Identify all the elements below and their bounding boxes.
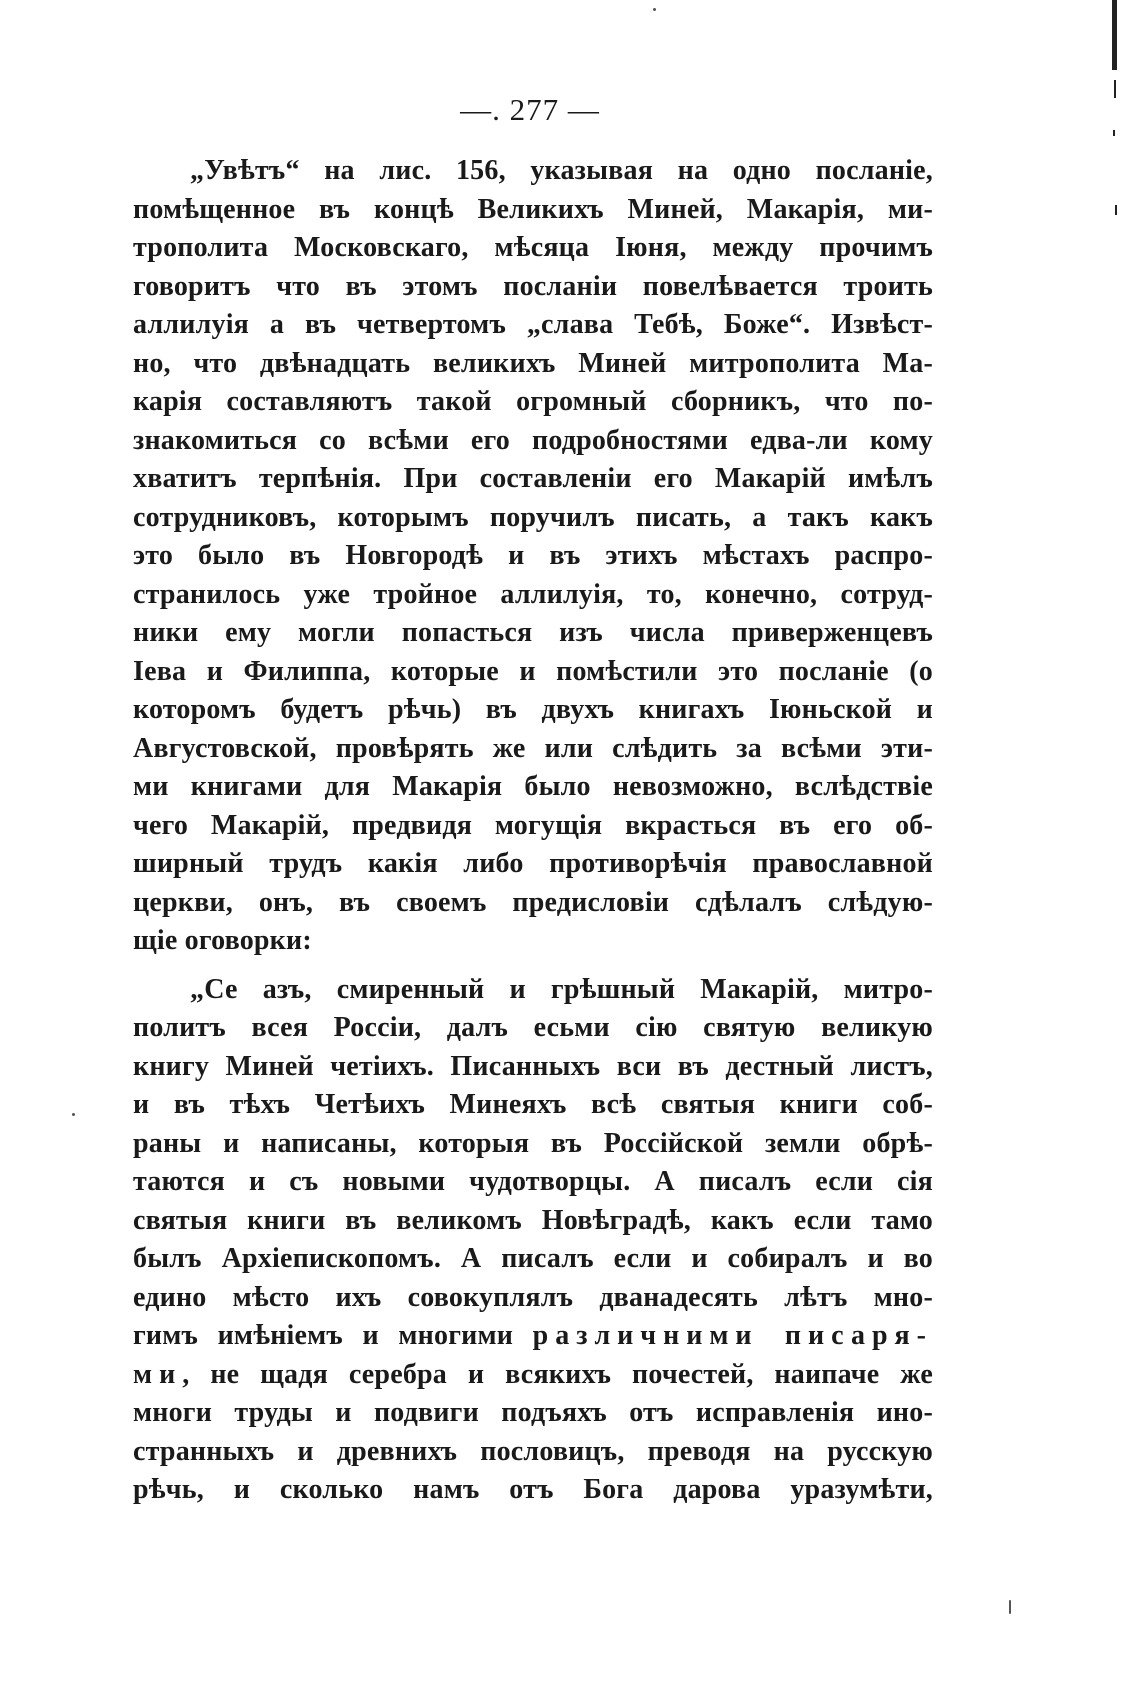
text-line: помѣщенное въ концѣ Великихъ Миней, Макарія, ми- [133,193,933,225]
text-line: и въ тѣхъ Четѣихъ Минеяхъ всѣ святыя книги соб- [133,1089,933,1120]
scan-edge-mark [1115,205,1117,215]
text-run: , не щадя серебра и всякихъ почестей, наипаче же [182,1358,933,1390]
text-line: щіе оговорки: [133,925,312,956]
scan-speck [72,1113,75,1116]
page-number: —. 277 — [460,92,600,127]
text-line: аллилуія а въ четвертомъ „слава Тебѣ, Боже“. Извѣст- [133,309,933,340]
text-line-spaced [133,1317,933,1356]
scan-speck [1009,1600,1011,1614]
text-line: „Се азъ, смиренный и грѣшный Макарій, митро- [190,973,933,1005]
text-line: хватитъ терпѣнія. При составленіи его Макарій имѣлъ [133,463,933,494]
text-run: гимъ имѣніемъ и многими [133,1320,533,1351]
text-line: странныхъ и древнихъ пословицъ, преводя на русскую [133,1435,933,1467]
text-line: говоритъ что въ этомъ посланіи повелѣвается троить [133,270,933,302]
paragraph-1 [133,152,933,961]
text-line: Августовской, провѣрять же или слѣдить за всѣми эти- [133,732,933,764]
text-line: книгу Миней четіихъ. Писанныхъ вси въ дестный листъ, [133,1050,933,1082]
text-line-spaced [133,1356,933,1395]
text-line: это было въ Новгородѣ и въ этихъ мѣстахъ распро- [133,540,933,571]
text-line: которомъ будетъ рѣчь) въ двухъ книгахъ Іюньской и [133,694,933,725]
scan-edge-marks [1108,0,1122,1686]
text-line: „Увѣтъ“ на лис. 156, указывая на одно посланіе, [190,155,933,186]
paragraph-2 [133,971,933,1510]
scan-speck [653,8,656,11]
text-line: церкви, онъ, въ своемъ предисловіи сдѣлалъ слѣдую- [133,886,933,918]
text-line: Іева и Филиппа, которые и помѣстили это посланіе (о [133,655,933,687]
text-line: едино мѣсто ихъ совокуплялъ дванадесять лѣтъ мно- [133,1281,933,1313]
text-line: раны и написаны, которыя въ Россійской земли обрѣ- [133,1127,933,1159]
scan-edge-mark [1113,130,1115,136]
text-line: но, что двѣнадцать великихъ Миней митрополита Ма- [133,347,933,379]
text-line: знакомиться со всѣми его подробностями едва-ли кому [133,424,933,456]
text-line: странилось уже тройное аллилуія, то, конечно, сотруд- [133,578,933,610]
scan-edge-mark [1114,80,1116,98]
spaced-text-run: различними писаря- [532,1320,933,1351]
text-line: ширный трудъ какія либо противорѣчія православной [133,848,933,879]
spaced-text-run: ми [133,1358,183,1390]
text-line: рѣчь, и сколько намъ отъ Бога дарова уразумѣти, [133,1474,933,1505]
scan-edge-mark [1112,0,1117,70]
text-line: сотрудниковъ, которымъ поручилъ писать, а такъ какъ [133,501,933,533]
text-line: ники ему могли попасться изъ числа приверженцевъ [133,617,933,648]
text-line: многи труды и подвиги подъяхъ отъ исправленія ино- [133,1397,933,1428]
text-line: таются и съ новыми чудотворцы. А писалъ если сія [133,1166,933,1197]
text-line: ми книгами для Макарія было невозможно, вслѣдствіе [133,771,933,802]
text-line: трополита Московскаго, мѣсяца Іюня, между прочимъ [133,232,933,263]
text-line: святыя книги въ великомъ Новѣградѣ, какъ если тамо [133,1204,933,1236]
text-line: политъ всея Россіи, далъ есьми сію святую великую [133,1012,933,1043]
text-line: былъ Архіепископомъ. А писалъ если и собиралъ и во [133,1243,933,1274]
body-text [133,152,933,1510]
text-line: карія составляютъ такой огромный сборникъ, что по- [133,386,933,417]
text-line: чего Макарій, предвидя могущія вкрасться въ его об- [133,809,933,841]
